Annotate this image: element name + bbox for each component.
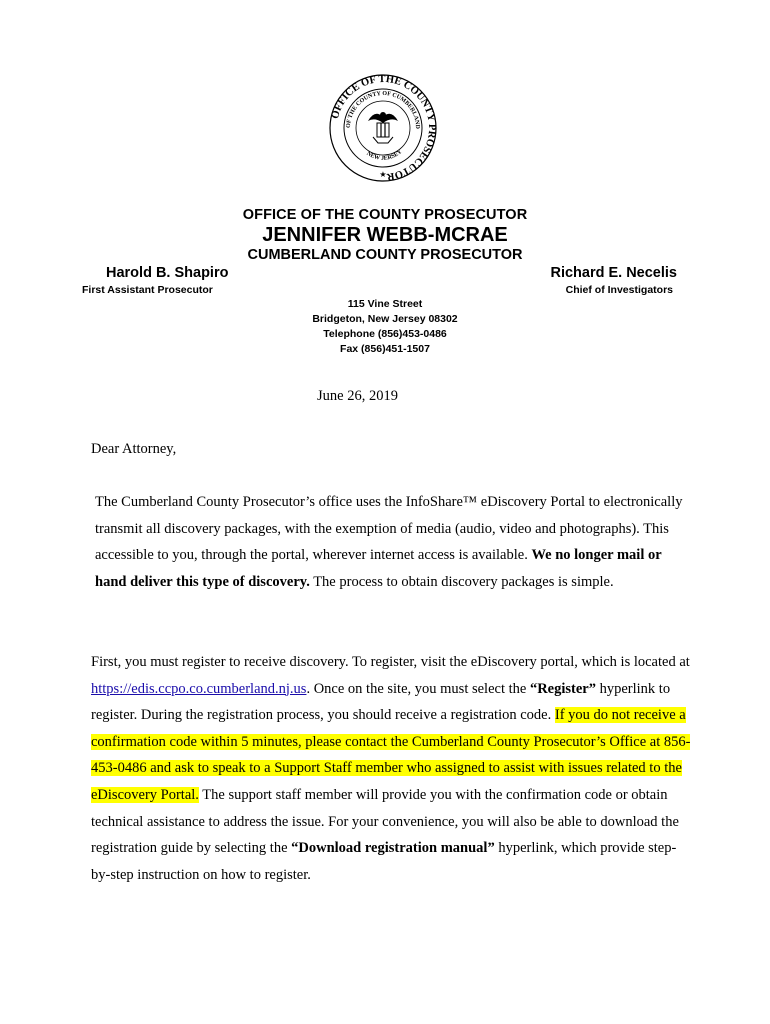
office-heading: OFFICE OF THE COUNTY PROSECUTOR xyxy=(242,207,528,223)
letter-date: June 26, 2019 xyxy=(317,388,398,404)
paragraph-2-start: First, you must register to receive discovery. To register, visit the eDiscovery portal, which is located at xyxy=(91,654,690,670)
eagle-shield-icon xyxy=(368,112,398,143)
paragraph-1-end: The process to obtain discovery packages is simple. xyxy=(309,573,614,590)
fax: Fax (856)451-1507 xyxy=(340,343,430,355)
paragraph-2-end: hyperlink, which provide step-by-step instruction on how to register. xyxy=(91,840,677,883)
paragraph-1-bold: We no longer mail or hand deliver this type of discovery. xyxy=(95,547,662,590)
paragraph-1 xyxy=(91,489,695,595)
chief-investigator-name: Richard E. Necelis xyxy=(550,265,677,281)
county-prosecutor-title: CUMBERLAND COUNTY PROSECUTOR xyxy=(247,247,523,263)
seal-inner-text: OF THE COUNTY OF CUMBERLAND xyxy=(345,90,421,130)
first-assistant-title: First Assistant Prosecutor xyxy=(82,284,213,296)
paragraph-2-after-register: hyperlink to register. During the registration process, you should receive a registration code. xyxy=(91,680,671,724)
paragraph-2-mid: . Once on the site, you must select the xyxy=(306,680,530,697)
chief-investigator-title: Chief of Investigators xyxy=(565,284,673,296)
paragraph-1-text: The Cumberland County Prosecutor’s office uses the InfoShare™ eDiscovery Portal to electronically transmit all discovery packages, with the exemption of media (audio, video and photographs). This accessible to you, through the portal, wherever internet access is available. xyxy=(95,494,683,564)
paragraph-2-after-highlight: The support staff member will provide you with the confirmation code or obtain technical assistance to address the issue. For your convenience, you will also be able to download the registration guide by selecting the xyxy=(91,786,679,857)
seal-state-text: NEW JERSEY xyxy=(365,148,404,162)
seal-outer-text: OFFICE OF THE COUNTY PROSECUTOR xyxy=(329,73,438,182)
register-term: “Register” xyxy=(529,680,596,697)
county-seal-emblem xyxy=(328,73,438,183)
greeting: Dear Attorney, xyxy=(91,441,177,457)
address-city: Bridgeton, New Jersey 08302 xyxy=(312,313,458,325)
star-icon: ★ xyxy=(379,170,387,179)
highlighted-support-text: If you do not receive a confirmation code within 5 minutes, please contact the Cumberland County Prosecutor’s Office at 856-453-0486 and ask to speak to a Support Staff member who assigned to assist with issues related to the eDiscovery Portal. xyxy=(91,707,691,803)
address-street: 115 Vine Street xyxy=(347,298,423,310)
prosecutor-name: JENNIFER WEBB-MCRAE xyxy=(262,224,508,246)
telephone: Telephone (856)453-0486 xyxy=(323,328,447,340)
paragraph-2 xyxy=(91,649,691,888)
ediscovery-portal-link[interactable]: https://edis.ccpo.co.cumberland.nj.us xyxy=(91,680,307,697)
download-manual-term: “Download registration manual” xyxy=(291,840,495,857)
first-assistant-name: Harold B. Shapiro xyxy=(106,265,229,281)
